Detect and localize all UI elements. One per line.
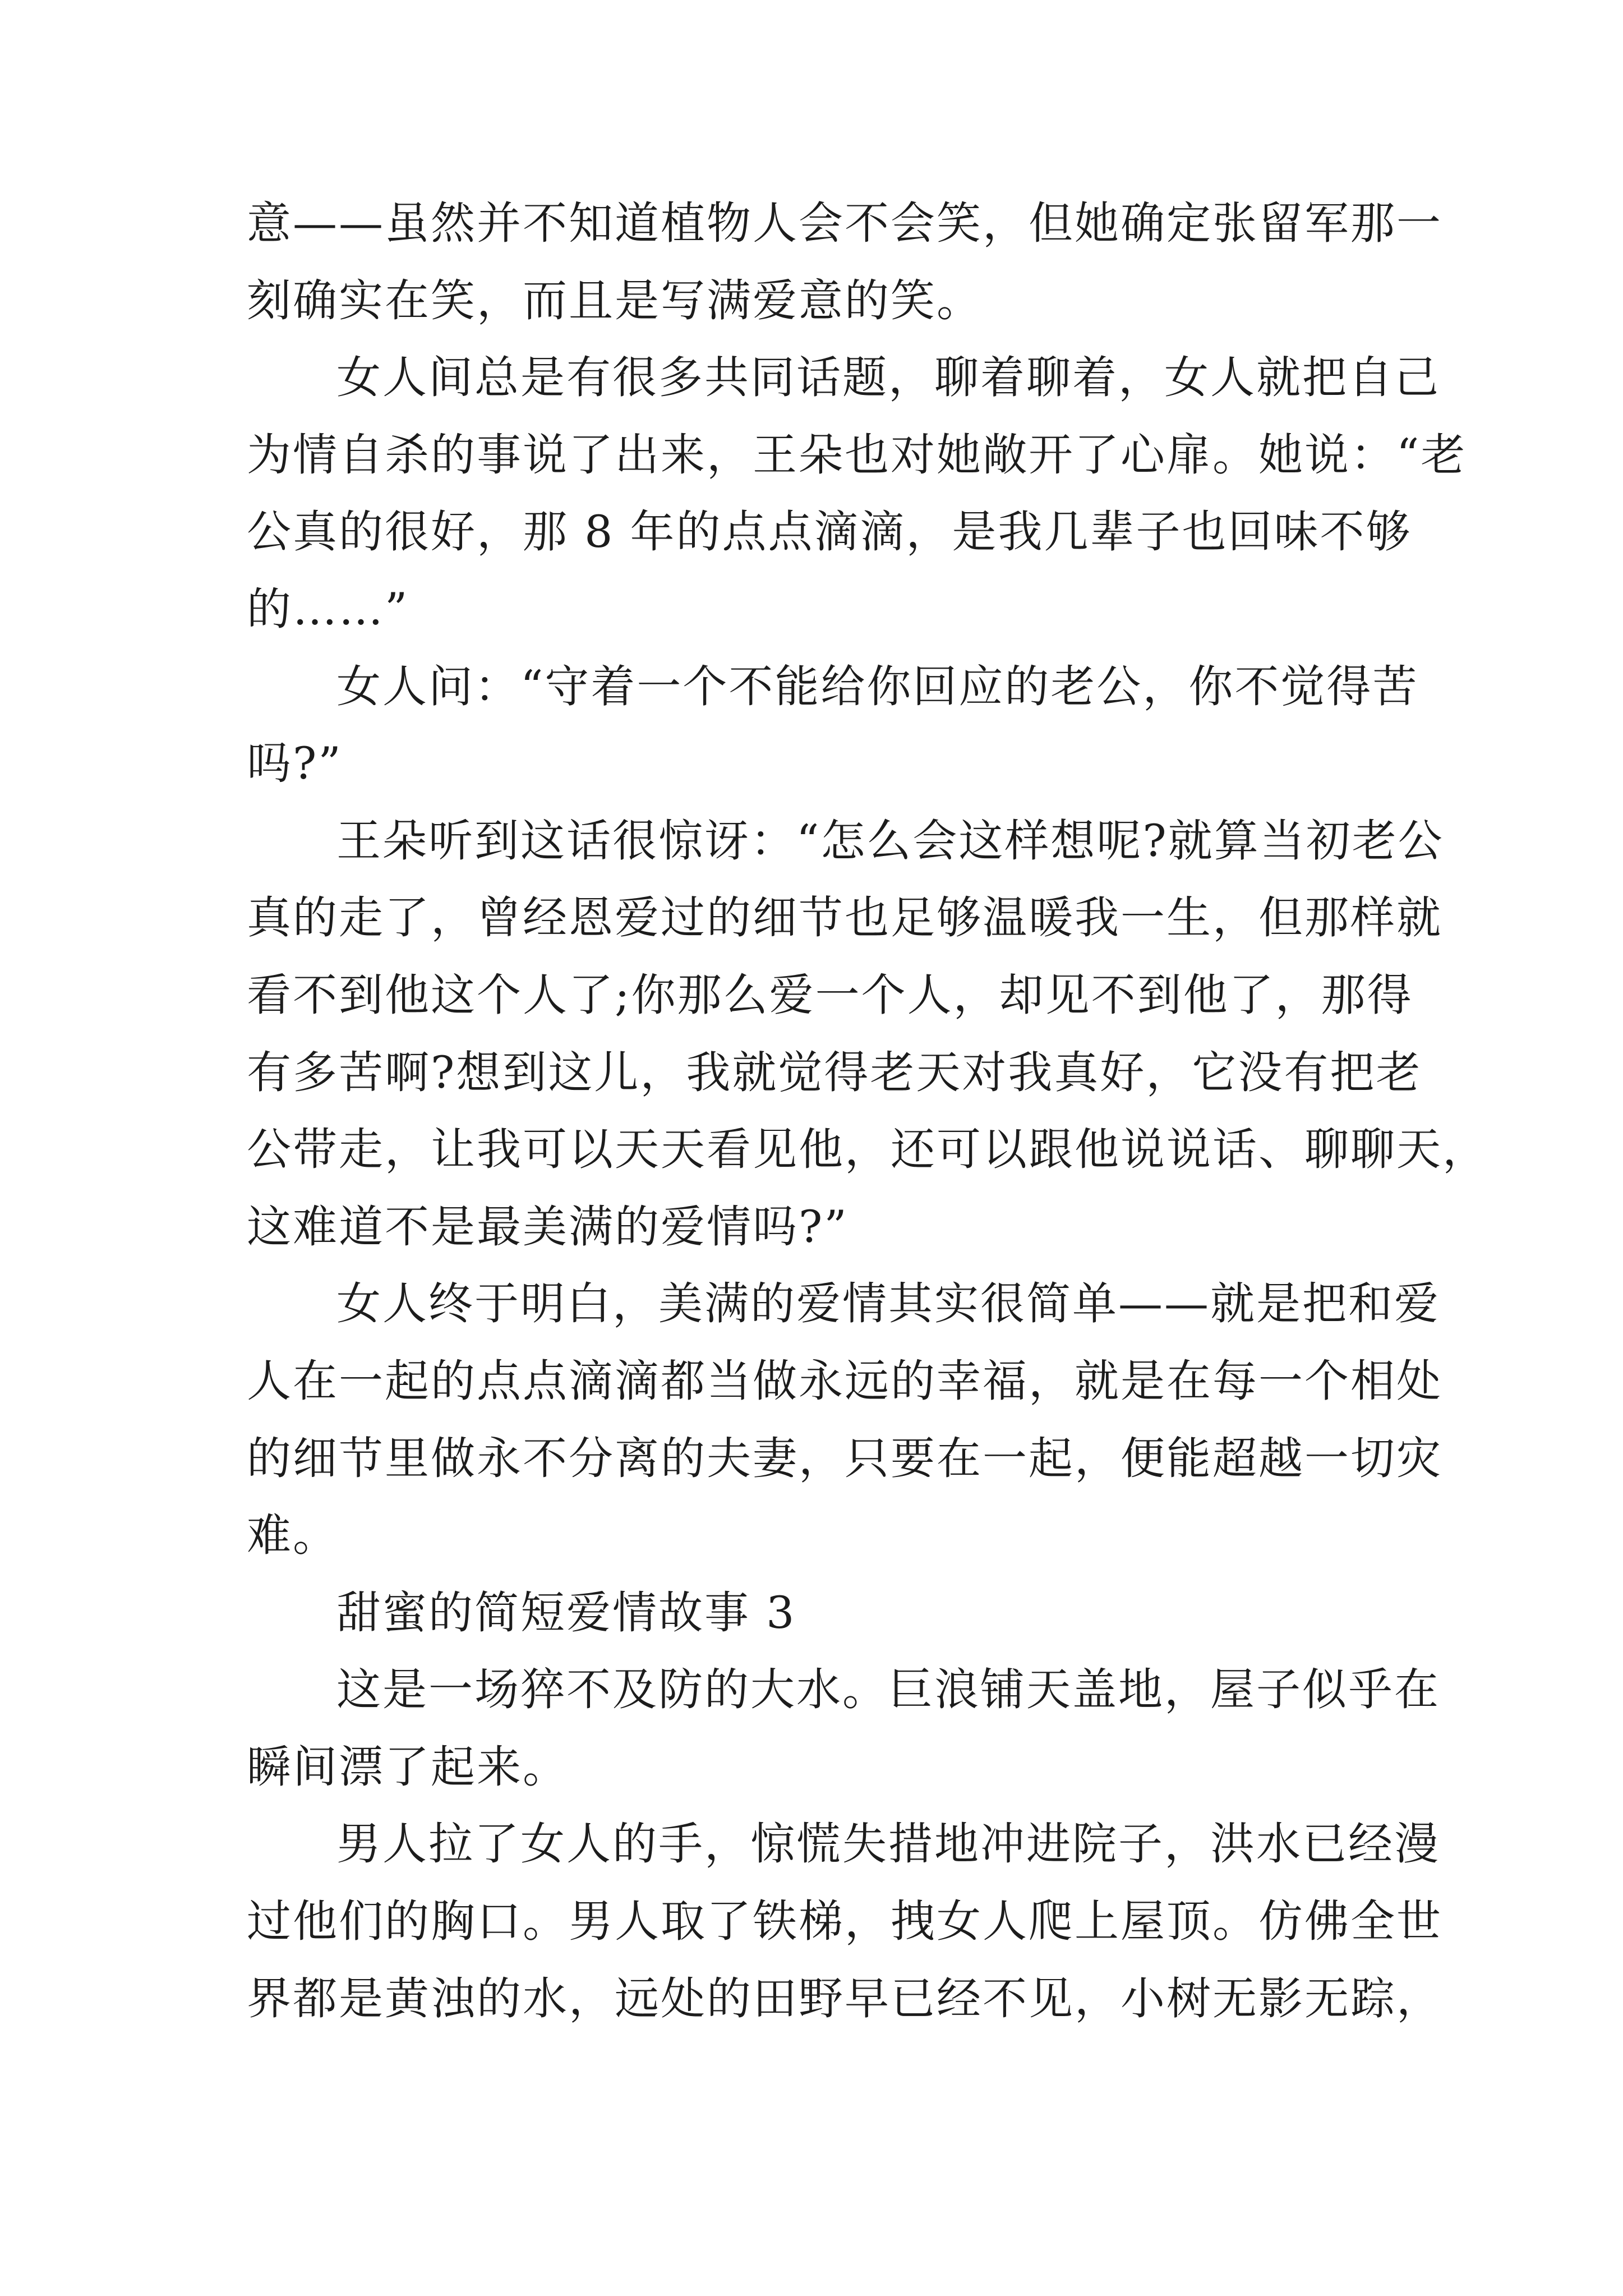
text-line: 女人终于明白，美满的爱情其实很简单——就是把和爱 [336, 1278, 1440, 1330]
text-line: 男人拉了女人的手，惊慌失措地冲进院子，洪水已经漫 [336, 1818, 1440, 1870]
paragraph [247, 803, 1488, 1266]
text-line: 的细节里做永不分离的夫妻，只要在一起，便能超越一切灾 [247, 1432, 1442, 1484]
text-line: 为情自杀的事说了出来，王朵也对她敞开了心扉。她说：“老 [247, 429, 1467, 481]
text-line: 这是一场猝不及防的大水。巨浪铺天盖地，屋子似乎在 [336, 1664, 1440, 1716]
heading-line: 甜蜜的简短爱情故事 3 [336, 1586, 796, 1639]
text-line: 刻确实在笑，而且是写满爱意的笑。 [247, 274, 983, 326]
paragraph [247, 339, 1467, 648]
text-line: 瞬间漂了起来。 [247, 1741, 569, 1793]
text-line: 意——虽然并不知道植物人会不会笑，但她确定张留军那一 [247, 197, 1442, 249]
document-page [247, 185, 1488, 2037]
text-line: 过他们的胸口。男人取了铁梯，拽女人爬上屋顶。仿佛全世 [247, 1895, 1442, 1948]
text-line: 公真的很好，那 8 年的点点滴滴，是我几辈子也回味不够 [247, 506, 1412, 558]
text-line: 这难道不是最美满的爱情吗?” [247, 1200, 849, 1253]
text-line: 女人问：“守着一个不能给你回应的老公，你不觉得苦 [336, 660, 1419, 712]
text-line: 吗?” [247, 738, 343, 790]
text-line: 有多苦啊?想到这儿，我就觉得老天对我真好，它没有把老 [247, 1046, 1422, 1098]
paragraph [247, 648, 1419, 803]
text-line: 难。 [247, 1510, 339, 1562]
section-heading [247, 1575, 1374, 1652]
text-line: 王朵听到这话很惊讶：“怎么会这样想呢?就算当初老公 [336, 815, 1444, 867]
text-line: 的……” [247, 583, 409, 635]
text-line: 看不到他这个人了;你那么爱一个人，却见不到他了，那得 [247, 969, 1413, 1021]
paragraph [247, 1266, 1442, 1574]
text-line: 女人间总是有很多共同话题，聊着聊着，女人就把自己 [336, 352, 1440, 404]
text-line: 公带走，让我可以天天看见他，还可以跟他说说话、聊聊天， [247, 1124, 1488, 1176]
text-line: 真的走了，曾经恩爱过的细节也足够温暖我一生，但那样就 [247, 892, 1442, 944]
paragraph [247, 185, 1442, 339]
text-line: 人在一起的点点滴滴都当做永远的幸福，就是在每一个相处 [247, 1355, 1442, 1407]
paragraph [247, 1806, 1442, 2037]
text-line: 界都是黄浊的水，远处的田野早已经不见，小树无影无踪， [247, 1972, 1442, 2024]
paragraph [247, 1651, 1440, 1806]
